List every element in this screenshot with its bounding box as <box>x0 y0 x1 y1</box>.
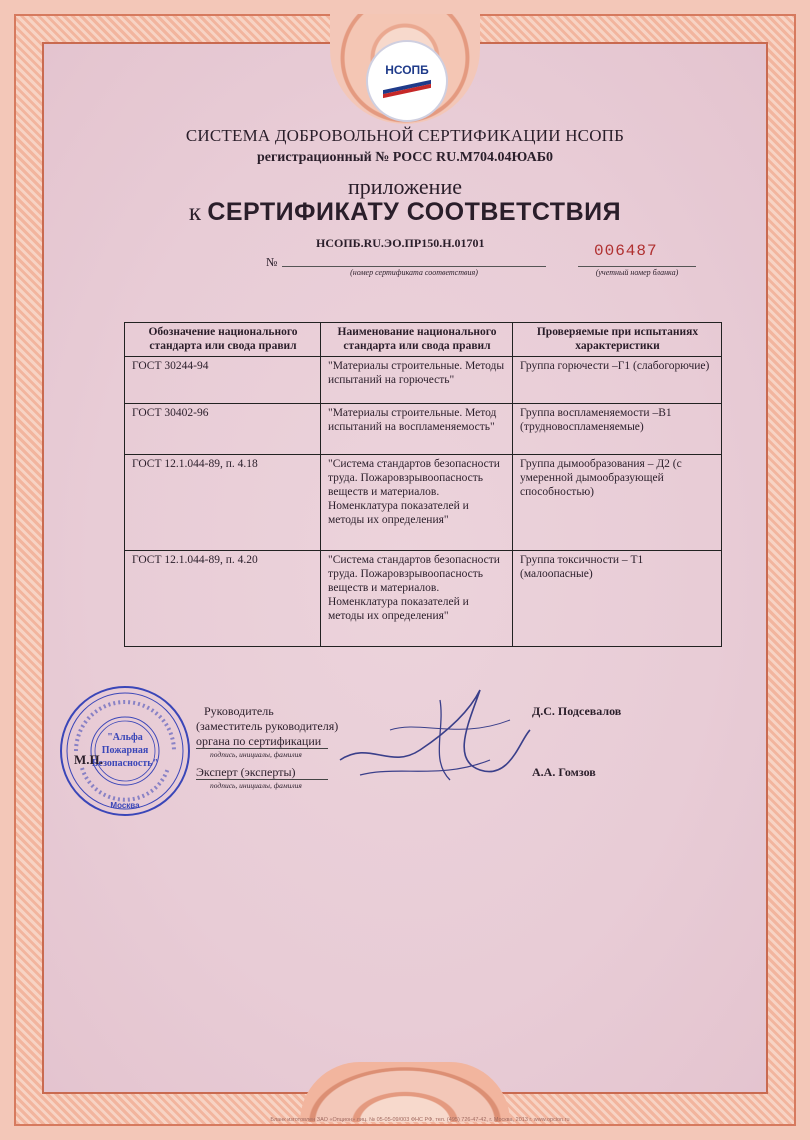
header-name: Наименование национального стандарта или свода правил <box>321 323 513 357</box>
table-row <box>125 357 722 404</box>
cert-prefix: к <box>188 199 202 226</box>
stamp-line-2: Пожарная <box>101 745 149 756</box>
cell-name: "Материалы строительные. Метод испытаний на воспламеняемость" <box>321 404 513 455</box>
cell-designation: ГОСТ 30402-96 <box>125 404 321 455</box>
cell-designation: ГОСТ 12.1.044-89, п. 4.20 <box>125 551 321 647</box>
certificate-title <box>0 198 810 227</box>
cell-characteristics: Группа токсичности – Т1 (малоопасные) <box>513 551 722 647</box>
header-designation: Обозначение национального стандарта или свода правил <box>125 323 321 357</box>
expert-name: А.А. Гомзов <box>532 765 596 779</box>
cell-characteristics: Группа воспламеняемости –В1 (трудновоспламеняемые) <box>513 404 722 455</box>
expert-label: Эксперт (эксперты) <box>196 765 296 779</box>
header-characteristics: Проверяемые при испытаниях характеристики <box>513 323 722 357</box>
table-row <box>125 455 722 551</box>
cell-name: "Система стандартов безопасности труда. Пожаровзрывоопасность веществ и материалов. Номенклатура показателей и методы их определения" <box>321 455 513 551</box>
expert-sign-line <box>196 779 328 780</box>
registration-number: регистрационный № РОСС RU.М704.04ЮАБ0 <box>256 150 554 165</box>
expert-sign-caption: подпись, инициалы, фамилия <box>210 781 302 790</box>
cell-characteristics: Группа горючести –Г1 (слабогорючие) <box>513 357 722 404</box>
bottom-ornament <box>300 1062 510 1122</box>
cell-designation: ГОСТ 12.1.044-89, п. 4.18 <box>125 455 321 551</box>
cell-characteristics: Группа дымообразования – Д2 (с умеренной дымообразующей способностью) <box>513 455 722 551</box>
cert-title-text: СЕРТИФИКАТУ СООТВЕТСТВИЯ <box>207 198 622 226</box>
blank-number: 006487 <box>594 242 658 260</box>
stamp-line-1: "Альфа <box>107 732 143 743</box>
organization-stamp <box>58 684 192 818</box>
blank-number-underline <box>578 266 696 267</box>
head-label-3: органа по сертификации <box>196 734 322 748</box>
system-title: СИСТЕМА ДОБРОВОЛЬНОЙ СЕРТИФИКАЦИИ НСОПБ <box>185 126 625 145</box>
flag-icon <box>383 76 431 98</box>
seal-place-label: М.П. <box>74 752 103 767</box>
standards-table <box>124 322 722 647</box>
stamp-line-3: Безопасность" <box>91 758 159 769</box>
cert-number-underline <box>282 266 546 267</box>
stamp-city: Москва <box>110 801 140 810</box>
table-row <box>125 551 722 647</box>
head-sign-caption: подпись, инициалы, фамилия <box>210 750 302 759</box>
printer-footer: Бланк изготовлен ЗАО «Опцион» лиц. № 05-05-09/003 ФНС РФ, тел. (495) 726-47-42, г. Москва, 2013 г. www.opcion.ru <box>270 1117 570 1123</box>
certificate-number: НСОПБ.RU.ЭО.ПР150.Н.01701 <box>316 236 485 250</box>
logo-text: НСОПБ <box>385 63 429 77</box>
cell-name: "Система стандартов безопасности труда. Пожаровзрывоопасность веществ и материалов. Номенклатура показателей и методы их определения" <box>321 551 513 647</box>
blank-number-caption: (учетный номер бланка) <box>595 268 679 277</box>
table-row <box>125 404 722 455</box>
head-label-2: (заместитель руководителя) <box>196 719 339 733</box>
cell-name: "Материалы строительные. Методы испытаний на горючесть" <box>321 357 513 404</box>
number-sign: № <box>266 255 278 269</box>
head-sign-line <box>196 748 328 749</box>
table-header-row <box>125 323 722 357</box>
appendix-title: приложение <box>348 174 462 199</box>
cell-designation: ГОСТ 30244-94 <box>125 357 321 404</box>
head-name: Д.С. Подсевалов <box>532 704 622 718</box>
cert-number-caption: (номер сертификата соответствия) <box>350 268 478 277</box>
nsopb-logo <box>366 40 448 122</box>
signature <box>330 680 540 790</box>
head-label-1: Руководитель <box>204 704 274 718</box>
